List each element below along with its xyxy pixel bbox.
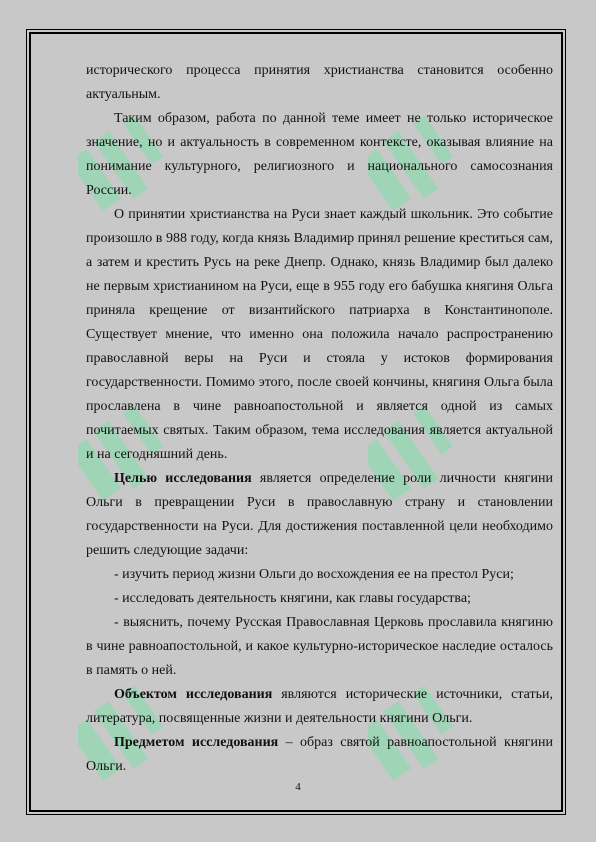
paragraph-continuation: исторического процесса принятия христианства становится особенно актуальным. [86,63,553,102]
subject-text: – образ святой равноапостольной княгини Ольги. [86,735,553,774]
paragraph-relevance: О принятии христианства на Руси знает каждый школьник. Это событие произошло в 988 году, когда князь Владимир принял решение креститься сам, а затем и крестить Русь на реке Днепр. Однако, князь Владимир был далеко не первым христианином на Руси, еще в 955 году его бабушка княгиня Ольга приняла крещение от византийского патриарха в Константинополе. Существует мнение, что именно она положила начало распространению православной веры на Руси и стояла у истоков формирования государственности. Помимо этого, после своей кончины, княгиня Ольга была прославлена в чине равноапостольной и является одной из самых почитаемых святых. Таким образом, тема исследования является актуальной и на сегодняшний день. [86,207,553,462]
task-item: - изучить период жизни Ольги до восхождения ее на престол Руси; [114,567,514,582]
object-text: являются исторические источники, статьи, литература, посвященные жизни и деятельности княгини Ольги. [86,687,553,726]
goal-heading: Целью исследования [114,471,252,486]
object-heading: Объектом исследования [114,687,273,702]
paragraph-subject [86,731,553,779]
paragraph-conclusion: Таким образом, работа по данной теме имеет не только историческое значение, но и актуальность в современном контексте, оказывая влияние на понимание культурного, религиозного и национального самосознания России. [86,111,553,198]
task-item: - исследовать деятельность княгини, как главы государства; [114,591,471,606]
paragraph-object [86,683,553,731]
document-body [86,59,553,779]
paragraph-goal [86,467,553,563]
subject-heading: Предметом исследования [114,735,279,750]
page-number: 4 [295,781,301,793]
task-item: - выяснить, почему Русская Православная Церковь прославила княгиню в чине равноапостольной, и какое культурно-историческое наследие осталось в память о ней. [86,615,553,678]
goal-text: является определение роли личности княгини Ольги в превращении Руси в православную страну и становлении государственности на Руси. Для достижения поставленной цели необходимо решить следующие задачи: [86,471,553,558]
